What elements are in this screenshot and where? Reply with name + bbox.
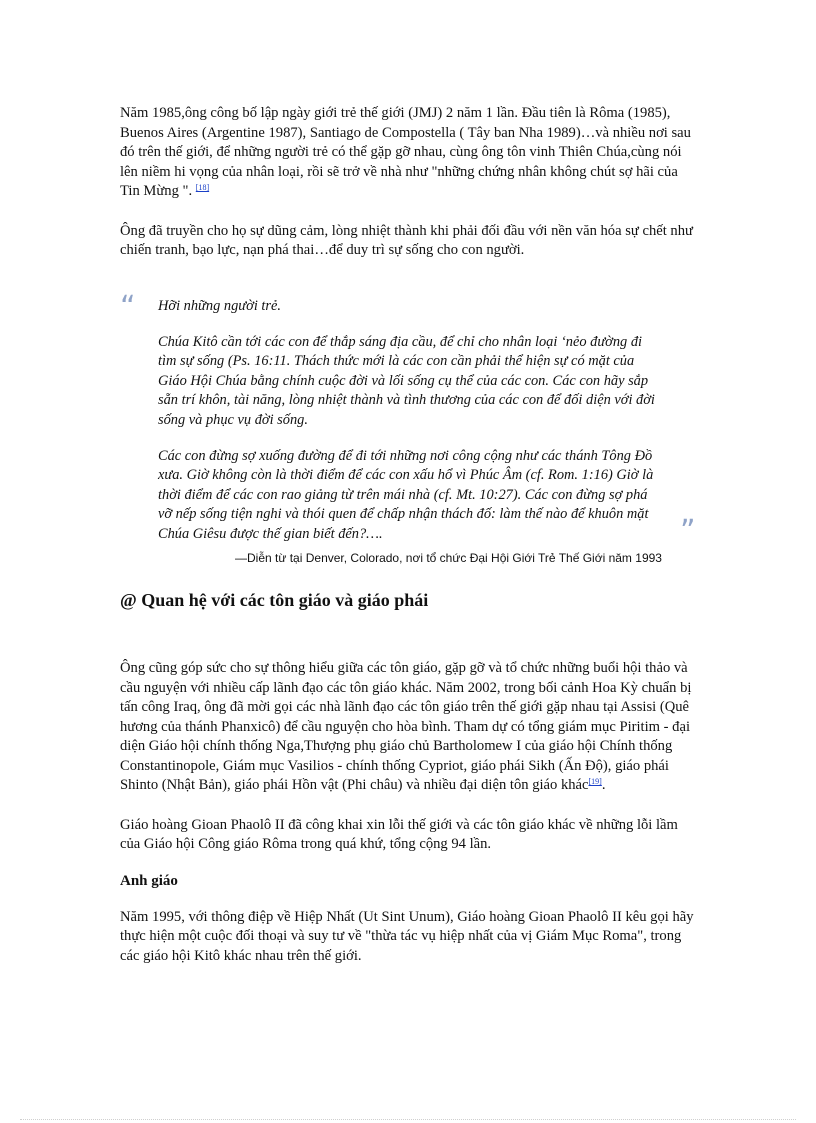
page-bottom-border bbox=[20, 1119, 796, 1120]
footnote-link-19[interactable]: [19] bbox=[588, 777, 602, 787]
paragraph-interfaith: Ông cũng góp sức cho sự thông hiểu giữa các tôn giáo, gặp gỡ và tổ chức những buổi hội thảo và cầu nguyện với nhiều cấp lãnh đạo các tôn giáo khác. Năm 2002, trong bối cảnh Hoa Kỳ chuẩn bị tấn công Iraq, ông đã mời gọi các nhà lãnh đạo các tôn giáo trên thế giới gặp nhau tại Assisi (Quê hương của thánh Phanxicô) để cầu nguyện cho hòa bình. Tham dự có tổng giám mục Piritim - đại diện Giáo hội chính thống Nga,Thượng phụ giáo chủ Bartholomew I của giáo hội Chính thống Constantinopole, Giám mục Vasilios - chính thống Cypriot, giáo phái Sikh (Ấn Độ), giáo phái Shinto (Nhật Bản), giáo phái Hồn vật (Phi châu) và nhiều đại diện tôn giáo khác[19]. bbox=[120, 660, 692, 794]
quote-attribution: —Diễn từ tại Denver, Colorado, nơi tổ chức Đại Hội Giới Trẻ Thế Giới năm 1993 bbox=[235, 550, 662, 565]
paragraph-jmj: Năm 1985,ông công bố lập ngày giới trẻ thế giới (JMJ) 2 năm 1 lần. Đầu tiên là Rôma (1985), Buenos Aires (Argentine 1987), Santiago de Compostella ( Tây ban Nha 1989)…và nhiều nơi sau đó trên thế giới, để những người trẻ có thể gặp gỡ nhau, cùng ông tôn vinh Thiên Chúa,cùng nói lên niềm hi vọng của nhân loại, rồi sẽ trở về nhà như "những chứng nhân không chút sợ hãi của Tin Mừng ". [18] bbox=[120, 105, 691, 199]
blockquote bbox=[120, 289, 696, 549]
section-heading: @ Quan hệ với các tôn giáo và giáo phái bbox=[120, 590, 429, 611]
paragraph-ut-sint-unum: Năm 1995, với thông điệp về Hiệp Nhất (Ut Sint Unum), Giáo hoàng Gioan Phaolô II kêu gọi hãy thực hiện một cuộc đối thoại và suy tư về "thừa tác vụ hiệp nhất của vị Giám Mục Roma", trong các giáo hội Kitô khác nhau trên thế giới. bbox=[120, 908, 694, 964]
quote-greeting: Hỡi những người trẻ. bbox=[158, 297, 281, 314]
close-quote-icon: ” bbox=[680, 513, 696, 549]
quote-paragraph-2: Các con đừng sợ xuống đường để đi tới những nơi công cộng như các thánh Tông Đồ xưa. Giờ không còn là thời điểm để các con xấu hổ vì Phúc Âm (cf. Rom. 1:16) Giờ là thời điểm để các con rao giảng từ trên mái nhà (cf. Mt. 10:27). Các con đừng sợ phá vỡ nếp sống tiện nghi và thói quen để chấp nhận thách đố: làm thế nào để khuôn mặt Chúa Giêsu được thế gian biết đến?…. bbox=[158, 447, 654, 542]
document-page bbox=[120, 104, 695, 966]
footnote-link-18[interactable]: [18] bbox=[195, 183, 210, 192]
subheading-anh-giao: Anh giáo bbox=[120, 872, 178, 889]
paragraph-apology: Giáo hoàng Gioan Phaolô II đã công khai xin lỗi thế giới và các tôn giáo khác về những lỗi lầm của Giáo hội Công giáo Rôma trong quá khứ, tổng cộng 94 lần. bbox=[120, 816, 678, 853]
paragraph-courage: Ông đã truyền cho họ sự dũng cảm, lòng nhiệt thành khi phải đối đầu với nền văn hóa sự chết như chiến tranh, bạo lực, nạn phá thai…để duy trì sự sống cho con người. bbox=[120, 222, 693, 258]
quote-paragraph-1: Chúa Kitô cần tới các con để thắp sáng địa cầu, để chỉ cho nhân loại ‘nẻo đường đi tìm sự sống (Ps. 16:11. Thách thức mới là các con cần phải thể hiện sự có mặt của Giáo Hội Chúa bằng chính cuộc đời và lối sống cụ thể của các con. Các con hãy sắp sẵn trí khôn, tài năng, lòng nhiệt thành và tình thương của các con để đối diện với đời sống và phục vụ đời sống. bbox=[158, 333, 655, 428]
open-quote-icon: “ bbox=[120, 289, 136, 325]
quote-body bbox=[158, 297, 658, 544]
